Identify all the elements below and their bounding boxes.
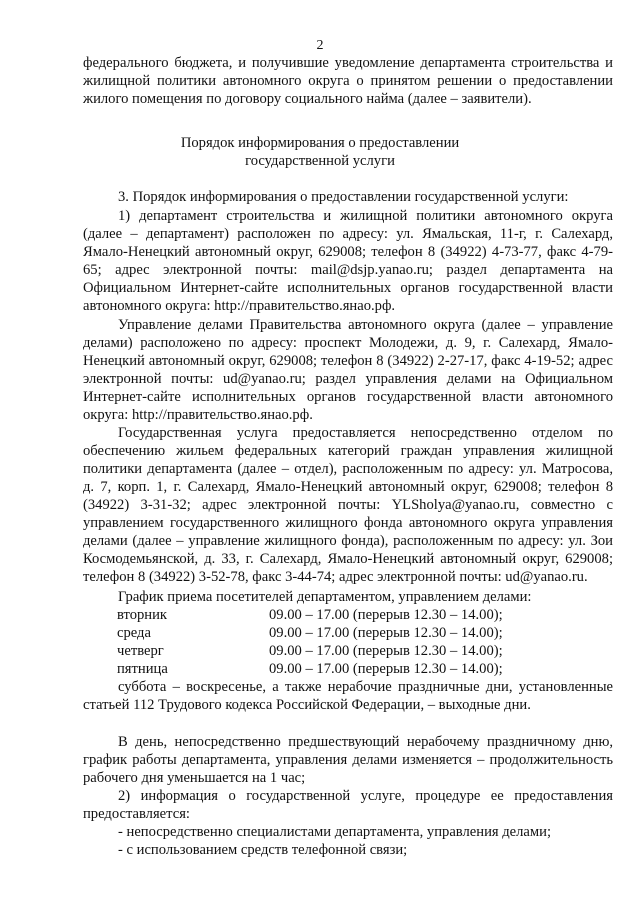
schedule-day: вторник <box>117 607 168 623</box>
schedule-day: пятница <box>117 661 168 677</box>
schedule-row <box>117 624 503 642</box>
schedule-day: четверг <box>117 643 164 659</box>
schedule-hours: 09.00 – 17.00 (перерыв 12.30 – 14.00); <box>269 643 503 659</box>
schedule-title: График приема посетителей департаментом, управлением делами: <box>118 589 532 605</box>
item2-information: 2) информация о государственной услуге, процедуре ее предоставления предоставляется: <box>83 788 613 822</box>
schedule-hours: 09.00 – 17.00 (перерыв 12.30 – 14.00); <box>269 607 503 623</box>
intro-paragraph: федерального бюджета, и получившие уведомление департамента строительства и жилищной политики автономного округа о принятом решении о предоставлении жилого помещения по договору социального найма (далее – заявители). <box>83 55 613 107</box>
bullet-item: - с использованием средств телефонной связи; <box>118 842 408 858</box>
management-paragraph: Управление делами Правительства автономного округа (далее – управление делами) расположено по адресу: проспект Молодежи, д. 9, г. Салехард, Ямало-Ненецкий автономный округ, 629008; телефон 8 (34922) 2-27-17, факс 4-19-52; адрес электронной почты: ud@yanao.ru; раздел управления делами на Официальном Интернет-сайте исполнительных органов государственной власти автономного округа: http://правительство.янао.рф. <box>83 317 613 423</box>
weekend-paragraph: суббота – воскресенье, а также нерабочие праздничные дни, установленные статьей 112 Трудового кодекса Российской Федерации, – выходные дни. <box>83 679 613 713</box>
item1-department: 1) департамент строительства и жилищной политики автономного округа (далее – департамент) расположен по адресу: ул. Ямальская, 11-г, г. Салехард, Ямало-Ненецкий автономный округ, 629008; телефон 8 (34922) 4-73-77, факс 4-79-65; адрес электронной почты: mail@dsjp.yanao.ru; раздел департамента на Официальном Интернет-сайте исполнительных органов государственной власти автономного округа: http://правительство.янао.рф. <box>83 208 613 314</box>
schedule-row <box>117 606 503 624</box>
schedule-hours: 09.00 – 17.00 (перерыв 12.30 – 14.00); <box>269 625 503 641</box>
schedule-row <box>117 660 503 678</box>
service-paragraph: Государственная услуга предоставляется непосредственно отделом по обеспечению жильем федеральных категорий граждан управления жилищной политики департамента (далее – отдел), расположенным по адресу: ул. Матросова, д. 7, корп. 1, г. Салехард, Ямало-Ненецкий автономный округ, 629008; телефон 8 (34922) 3-31-32; адрес электронной почты: YLSholya@yanao.ru, совместно с управлением государственного жилищного фонда автономного округа управления делами (далее – управление жилищного фонда), расположенным по адресу: ул. Зои Космодемьянской, д. 33, г. Салехард, Ямало-Ненецкий автономный округ, 629008; телефон 8 (34922) 3-52-78, факс 3-44-74; адрес электронной почты: ud@yanao.ru. <box>83 425 613 585</box>
schedule-day: среда <box>117 625 151 641</box>
page-number: 2 <box>316 38 324 53</box>
schedule-row <box>117 642 503 660</box>
preholiday-paragraph: В день, непосредственно предшествующий нерабочему праздничному дню, график работы департамента, управления делами изменяется – продолжительность рабочего дня уменьшается на 1 час; <box>83 734 613 786</box>
section3-title: 3. Порядок информирования о предоставлении государственной услуги: <box>118 189 569 205</box>
bullet-item: - непосредственно специалистами департамента, управления делами; <box>118 824 552 840</box>
schedule-hours: 09.00 – 17.00 (перерыв 12.30 – 14.00); <box>269 661 503 677</box>
section-heading-line2: государственной услуги <box>245 153 395 169</box>
section-heading-line1: Порядок информирования о предоставлении <box>180 135 460 151</box>
